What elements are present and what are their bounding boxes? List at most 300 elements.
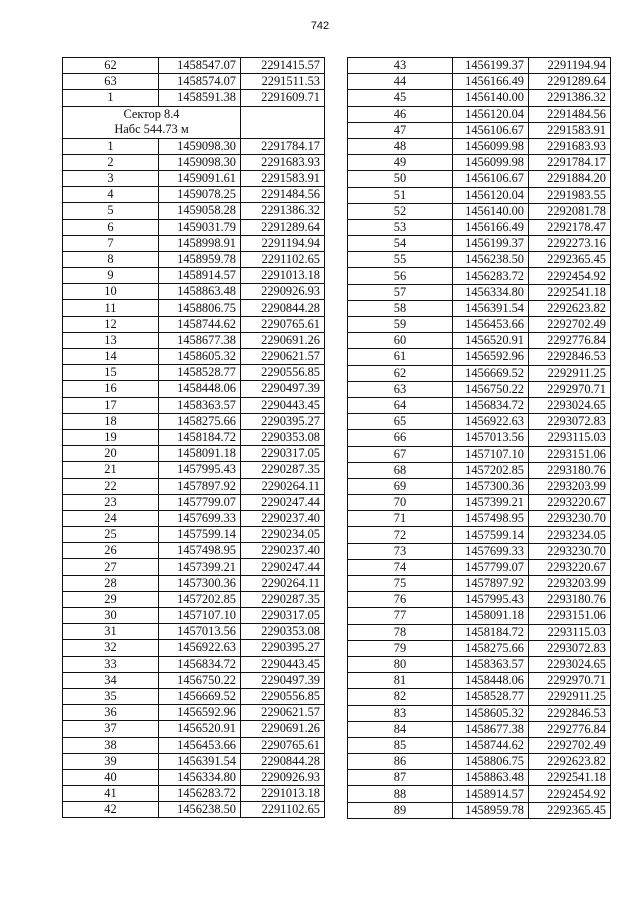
left-top-rows	[63, 58, 325, 107]
x-coordinate-cell: 1457498.95	[159, 543, 241, 559]
x-coordinate-cell: 1456334.80	[453, 284, 529, 300]
point-number-cell: 32	[63, 640, 159, 656]
table-row	[348, 689, 611, 705]
point-number-cell: 66	[348, 430, 453, 446]
x-coordinate-cell: 1456520.91	[453, 333, 529, 349]
x-coordinate-cell: 1458605.32	[453, 705, 529, 721]
y-coordinate-cell: 2291102.65	[241, 802, 325, 818]
table-row	[63, 721, 325, 737]
x-coordinate-cell: 1458914.57	[159, 268, 241, 284]
point-number-cell: 47	[348, 122, 453, 138]
table-row	[63, 591, 325, 607]
point-number-cell: 51	[348, 187, 453, 203]
x-coordinate-cell: 1457399.21	[159, 559, 241, 575]
y-coordinate-cell: 2291289.64	[241, 219, 325, 235]
x-coordinate-cell: 1456453.66	[453, 317, 529, 333]
x-coordinate-cell: 1456750.22	[453, 381, 529, 397]
table-row	[348, 786, 611, 802]
y-coordinate-cell: 2291683.93	[241, 154, 325, 170]
right-rows	[348, 58, 611, 819]
table-row	[63, 58, 325, 74]
x-coordinate-cell: 1457498.95	[453, 511, 529, 527]
point-number-cell: 42	[63, 802, 159, 818]
point-number-cell: 29	[63, 591, 159, 607]
table-row	[348, 446, 611, 462]
x-coordinate-cell: 1458363.57	[453, 656, 529, 672]
y-coordinate-cell: 2290926.93	[241, 769, 325, 785]
point-number-cell: 59	[348, 317, 453, 333]
table-row	[63, 494, 325, 510]
point-number-cell: 1	[63, 138, 159, 154]
x-coordinate-cell: 1459098.30	[159, 138, 241, 154]
point-number-cell: 89	[348, 802, 453, 818]
table-row	[63, 753, 325, 769]
point-number-cell: 79	[348, 640, 453, 656]
point-number-cell: 17	[63, 397, 159, 413]
table-row	[348, 592, 611, 608]
y-coordinate-cell: 2290395.27	[241, 413, 325, 429]
x-coordinate-cell: 1457013.56	[159, 624, 241, 640]
point-number-cell: 67	[348, 446, 453, 462]
y-coordinate-cell: 2290264.11	[241, 575, 325, 591]
table-row	[63, 316, 325, 332]
x-coordinate-cell: 1456834.72	[159, 656, 241, 672]
table-row	[348, 511, 611, 527]
table-row	[348, 284, 611, 300]
point-number-cell: 41	[63, 786, 159, 802]
table-row	[348, 576, 611, 592]
table-row	[63, 527, 325, 543]
y-coordinate-cell: 2290621.57	[241, 705, 325, 721]
y-coordinate-cell: 2293234.05	[529, 527, 611, 543]
point-number-cell: 64	[348, 397, 453, 413]
point-number-cell: 48	[348, 138, 453, 154]
sector-title: Сектор 8.4	[123, 107, 180, 122]
y-coordinate-cell: 2291784.17	[241, 138, 325, 154]
y-coordinate-cell: 2292911.25	[529, 365, 611, 381]
x-coordinate-cell: 1457995.43	[159, 462, 241, 478]
table-row	[348, 122, 611, 138]
x-coordinate-cell: 1456453.66	[159, 737, 241, 753]
x-coordinate-cell: 1456283.72	[453, 268, 529, 284]
y-coordinate-cell: 2290317.05	[241, 608, 325, 624]
point-number-cell: 13	[63, 332, 159, 348]
y-coordinate-cell: 2293203.99	[529, 478, 611, 494]
y-coordinate-cell: 2293180.76	[529, 462, 611, 478]
table-row	[348, 478, 611, 494]
x-coordinate-cell: 1458184.72	[453, 624, 529, 640]
y-coordinate-cell: 2290287.35	[241, 462, 325, 478]
x-coordinate-cell: 1458744.62	[453, 737, 529, 753]
x-coordinate-cell: 1458806.75	[159, 300, 241, 316]
x-coordinate-cell: 1456106.67	[453, 171, 529, 187]
x-coordinate-cell: 1456669.52	[159, 688, 241, 704]
x-coordinate-cell: 1458091.18	[159, 446, 241, 462]
y-coordinate-cell: 2290287.35	[241, 591, 325, 607]
table-row	[348, 608, 611, 624]
point-number-cell: 78	[348, 624, 453, 640]
table-row	[348, 106, 611, 122]
point-number-cell: 18	[63, 413, 159, 429]
x-coordinate-cell: 1458574.07	[159, 74, 241, 90]
y-coordinate-cell: 2293230.70	[529, 511, 611, 527]
x-coordinate-cell: 1459078.25	[159, 187, 241, 203]
y-coordinate-cell: 2290237.40	[241, 510, 325, 526]
x-coordinate-cell: 1457300.36	[159, 575, 241, 591]
point-number-cell: 1	[63, 90, 159, 106]
point-number-cell: 21	[63, 462, 159, 478]
x-coordinate-cell: 1459031.79	[159, 219, 241, 235]
x-coordinate-cell: 1458677.38	[159, 332, 241, 348]
point-number-cell: 54	[348, 236, 453, 252]
table-row	[348, 187, 611, 203]
table-row	[63, 74, 325, 90]
y-coordinate-cell: 2292365.45	[529, 802, 611, 818]
coordinates-table-right	[347, 57, 611, 819]
y-coordinate-cell: 2291484.56	[529, 106, 611, 122]
point-number-cell: 45	[348, 90, 453, 106]
y-coordinate-cell: 2291194.94	[529, 58, 611, 74]
x-coordinate-cell: 1458959.78	[453, 802, 529, 818]
table-row	[348, 300, 611, 316]
x-coordinate-cell: 1457399.21	[453, 495, 529, 511]
y-coordinate-cell: 2290497.39	[241, 381, 325, 397]
y-coordinate-cell: 2290556.85	[241, 365, 325, 381]
point-number-cell: 86	[348, 754, 453, 770]
table-row	[348, 58, 611, 74]
point-number-cell: 73	[348, 543, 453, 559]
table-row	[348, 381, 611, 397]
y-coordinate-cell: 2290247.44	[241, 559, 325, 575]
point-number-cell: 61	[348, 349, 453, 365]
y-coordinate-cell: 2292776.84	[529, 721, 611, 737]
table-row	[348, 430, 611, 446]
x-coordinate-cell: 1456391.54	[453, 300, 529, 316]
table-row	[63, 478, 325, 494]
y-coordinate-cell: 2292365.45	[529, 252, 611, 268]
point-number-cell: 35	[63, 688, 159, 704]
left-rows	[63, 138, 325, 818]
point-number-cell: 37	[63, 721, 159, 737]
y-coordinate-cell: 2292846.53	[529, 349, 611, 365]
point-number-cell: 63	[63, 74, 159, 90]
y-coordinate-cell: 2291884.20	[529, 171, 611, 187]
y-coordinate-cell: 2291386.32	[241, 203, 325, 219]
x-coordinate-cell: 1456166.49	[453, 219, 529, 235]
y-coordinate-cell: 2292623.82	[529, 300, 611, 316]
point-number-cell: 84	[348, 721, 453, 737]
y-coordinate-cell: 2292911.25	[529, 689, 611, 705]
y-coordinate-cell: 2293180.76	[529, 592, 611, 608]
point-number-cell: 74	[348, 559, 453, 575]
point-number-cell: 20	[63, 446, 159, 462]
x-coordinate-cell: 1458363.57	[159, 397, 241, 413]
table-row	[348, 721, 611, 737]
point-number-cell: 62	[348, 365, 453, 381]
table-row	[63, 365, 325, 381]
x-coordinate-cell: 1458605.32	[159, 349, 241, 365]
point-number-cell: 4	[63, 187, 159, 203]
sector-header-group	[63, 106, 325, 138]
point-number-cell: 46	[348, 106, 453, 122]
y-coordinate-cell: 2290691.26	[241, 332, 325, 348]
sector-subtitle: Набс 544.73 м	[114, 122, 189, 137]
point-number-cell: 15	[63, 365, 159, 381]
y-coordinate-cell: 2293230.70	[529, 543, 611, 559]
x-coordinate-cell: 1458184.72	[159, 429, 241, 445]
table-row	[63, 624, 325, 640]
table-row	[348, 397, 611, 413]
x-coordinate-cell: 1458744.62	[159, 316, 241, 332]
point-number-cell: 88	[348, 786, 453, 802]
x-coordinate-cell: 1457897.92	[159, 478, 241, 494]
y-coordinate-cell: 2290443.45	[241, 656, 325, 672]
page-number: 742	[310, 20, 330, 32]
y-coordinate-cell: 2291194.94	[241, 235, 325, 251]
y-coordinate-cell: 2292623.82	[529, 754, 611, 770]
x-coordinate-cell: 1457699.33	[453, 543, 529, 559]
y-coordinate-cell: 2290556.85	[241, 688, 325, 704]
x-coordinate-cell: 1457202.85	[159, 591, 241, 607]
point-number-cell: 28	[63, 575, 159, 591]
table-row	[63, 802, 325, 818]
y-coordinate-cell: 2293072.83	[529, 414, 611, 430]
x-coordinate-cell: 1458998.91	[159, 235, 241, 251]
x-coordinate-cell: 1456669.52	[453, 365, 529, 381]
y-coordinate-cell: 2293220.67	[529, 559, 611, 575]
x-coordinate-cell: 1459098.30	[159, 154, 241, 170]
y-coordinate-cell: 2291484.56	[241, 187, 325, 203]
point-number-cell: 57	[348, 284, 453, 300]
point-number-cell: 70	[348, 495, 453, 511]
y-coordinate-cell: 2290237.40	[241, 543, 325, 559]
table-row	[348, 333, 611, 349]
point-number-cell: 85	[348, 737, 453, 753]
y-coordinate-cell: 2293151.06	[529, 446, 611, 462]
table-row	[348, 559, 611, 575]
point-number-cell: 14	[63, 349, 159, 365]
table-row	[348, 155, 611, 171]
x-coordinate-cell: 1459091.61	[159, 170, 241, 186]
y-coordinate-cell: 2293115.03	[529, 624, 611, 640]
point-number-cell: 11	[63, 300, 159, 316]
table-row	[63, 672, 325, 688]
y-coordinate-cell: 2290353.08	[241, 624, 325, 640]
point-number-cell: 38	[63, 737, 159, 753]
x-coordinate-cell: 1458275.66	[159, 413, 241, 429]
table-row	[63, 219, 325, 235]
table-row	[63, 640, 325, 656]
x-coordinate-cell: 1458528.77	[159, 365, 241, 381]
x-coordinate-cell: 1456099.98	[453, 138, 529, 154]
coordinates-table-left	[62, 57, 325, 818]
point-number-cell: 80	[348, 656, 453, 672]
point-number-cell: 50	[348, 171, 453, 187]
table-row	[63, 170, 325, 186]
table-row	[348, 138, 611, 154]
point-number-cell: 62	[63, 58, 159, 74]
y-coordinate-cell: 2290497.39	[241, 672, 325, 688]
x-coordinate-cell: 1456238.50	[159, 802, 241, 818]
table-row	[63, 90, 325, 106]
table-row	[63, 251, 325, 267]
x-coordinate-cell: 1457897.92	[453, 576, 529, 592]
point-number-cell: 24	[63, 510, 159, 526]
x-coordinate-cell: 1459058.28	[159, 203, 241, 219]
point-number-cell: 69	[348, 478, 453, 494]
y-coordinate-cell: 2293072.83	[529, 640, 611, 656]
table-row	[63, 300, 325, 316]
y-coordinate-cell: 2293024.65	[529, 397, 611, 413]
point-number-cell: 7	[63, 235, 159, 251]
y-coordinate-cell: 2290621.57	[241, 349, 325, 365]
x-coordinate-cell: 1458547.07	[159, 58, 241, 74]
point-number-cell: 44	[348, 74, 453, 90]
table-row	[63, 769, 325, 785]
point-number-cell: 55	[348, 252, 453, 268]
point-number-cell: 43	[348, 58, 453, 74]
point-number-cell: 56	[348, 268, 453, 284]
table-row	[63, 397, 325, 413]
y-coordinate-cell: 2292454.92	[529, 786, 611, 802]
table-row	[63, 559, 325, 575]
x-coordinate-cell: 1456334.80	[159, 769, 241, 785]
point-number-cell: 76	[348, 592, 453, 608]
x-coordinate-cell: 1456140.00	[453, 90, 529, 106]
y-coordinate-cell: 2291013.18	[241, 786, 325, 802]
table-row	[63, 268, 325, 284]
point-number-cell: 34	[63, 672, 159, 688]
x-coordinate-cell: 1458528.77	[453, 689, 529, 705]
y-coordinate-cell: 2292776.84	[529, 333, 611, 349]
x-coordinate-cell: 1456834.72	[453, 397, 529, 413]
x-coordinate-cell: 1456106.67	[453, 122, 529, 138]
point-number-cell: 23	[63, 494, 159, 510]
y-coordinate-cell: 2290247.44	[241, 494, 325, 510]
y-coordinate-cell: 2291102.65	[241, 251, 325, 267]
point-number-cell: 40	[63, 769, 159, 785]
table-row	[63, 349, 325, 365]
table-row	[348, 74, 611, 90]
table-row	[63, 413, 325, 429]
y-coordinate-cell: 2291386.32	[529, 90, 611, 106]
point-number-cell: 12	[63, 316, 159, 332]
y-coordinate-cell: 2293220.67	[529, 495, 611, 511]
x-coordinate-cell: 1456750.22	[159, 672, 241, 688]
table-row	[348, 349, 611, 365]
point-number-cell: 52	[348, 203, 453, 219]
point-number-cell: 26	[63, 543, 159, 559]
table-row	[63, 543, 325, 559]
y-coordinate-cell: 2290443.45	[241, 397, 325, 413]
table-row	[63, 737, 325, 753]
y-coordinate-cell: 2292273.16	[529, 236, 611, 252]
y-coordinate-cell: 2290844.28	[241, 300, 325, 316]
x-coordinate-cell: 1457599.14	[453, 527, 529, 543]
table-row	[348, 219, 611, 235]
table-row	[63, 284, 325, 300]
point-number-cell: 30	[63, 608, 159, 624]
y-coordinate-cell: 2292541.18	[529, 284, 611, 300]
y-coordinate-cell: 2290234.05	[241, 527, 325, 543]
y-coordinate-cell: 2292970.71	[529, 381, 611, 397]
x-coordinate-cell: 1456199.37	[453, 58, 529, 74]
point-number-cell: 2	[63, 154, 159, 170]
y-coordinate-cell: 2291683.93	[529, 138, 611, 154]
y-coordinate-cell: 2290844.28	[241, 753, 325, 769]
table-row	[348, 640, 611, 656]
table-row	[348, 462, 611, 478]
table-row	[348, 268, 611, 284]
table-row	[348, 90, 611, 106]
y-coordinate-cell: 2293024.65	[529, 656, 611, 672]
table-row	[348, 527, 611, 543]
y-coordinate-cell: 2293115.03	[529, 430, 611, 446]
y-coordinate-cell: 2291289.64	[529, 74, 611, 90]
x-coordinate-cell: 1457300.36	[453, 478, 529, 494]
x-coordinate-cell: 1456520.91	[159, 721, 241, 737]
table-row	[63, 510, 325, 526]
x-coordinate-cell: 1456140.00	[453, 203, 529, 219]
table-row	[63, 656, 325, 672]
y-coordinate-cell: 2291583.91	[529, 122, 611, 138]
table-row	[348, 252, 611, 268]
table-row	[63, 154, 325, 170]
point-number-cell: 3	[63, 170, 159, 186]
point-number-cell: 71	[348, 511, 453, 527]
point-number-cell: 87	[348, 770, 453, 786]
point-number-cell: 9	[63, 268, 159, 284]
y-coordinate-cell: 2291013.18	[241, 268, 325, 284]
table-row	[348, 414, 611, 430]
table-row	[63, 446, 325, 462]
table-row	[63, 786, 325, 802]
sector-header-cell	[63, 106, 241, 138]
x-coordinate-cell: 1458448.06	[453, 673, 529, 689]
x-coordinate-cell: 1458677.38	[453, 721, 529, 737]
x-coordinate-cell: 1458959.78	[159, 251, 241, 267]
table-row	[348, 754, 611, 770]
x-coordinate-cell: 1457799.07	[453, 559, 529, 575]
table-row	[63, 381, 325, 397]
point-number-cell: 82	[348, 689, 453, 705]
point-number-cell: 5	[63, 203, 159, 219]
x-coordinate-cell: 1456120.04	[453, 187, 529, 203]
x-coordinate-cell: 1458914.57	[453, 786, 529, 802]
point-number-cell: 65	[348, 414, 453, 430]
point-number-cell: 19	[63, 429, 159, 445]
x-coordinate-cell: 1456199.37	[453, 236, 529, 252]
point-number-cell: 25	[63, 527, 159, 543]
point-number-cell: 22	[63, 478, 159, 494]
x-coordinate-cell: 1458448.06	[159, 381, 241, 397]
point-number-cell: 31	[63, 624, 159, 640]
x-coordinate-cell: 1457599.14	[159, 527, 241, 543]
table-row	[63, 203, 325, 219]
table-row	[348, 673, 611, 689]
table-row	[348, 705, 611, 721]
point-number-cell: 49	[348, 155, 453, 171]
table-row	[63, 705, 325, 721]
x-coordinate-cell: 1457699.33	[159, 510, 241, 526]
y-coordinate-cell: 2293203.99	[529, 576, 611, 592]
table-row	[348, 624, 611, 640]
table-row	[348, 543, 611, 559]
sector-header-row	[63, 106, 325, 138]
point-number-cell: 6	[63, 219, 159, 235]
y-coordinate-cell: 2291784.17	[529, 155, 611, 171]
table-row	[348, 236, 611, 252]
